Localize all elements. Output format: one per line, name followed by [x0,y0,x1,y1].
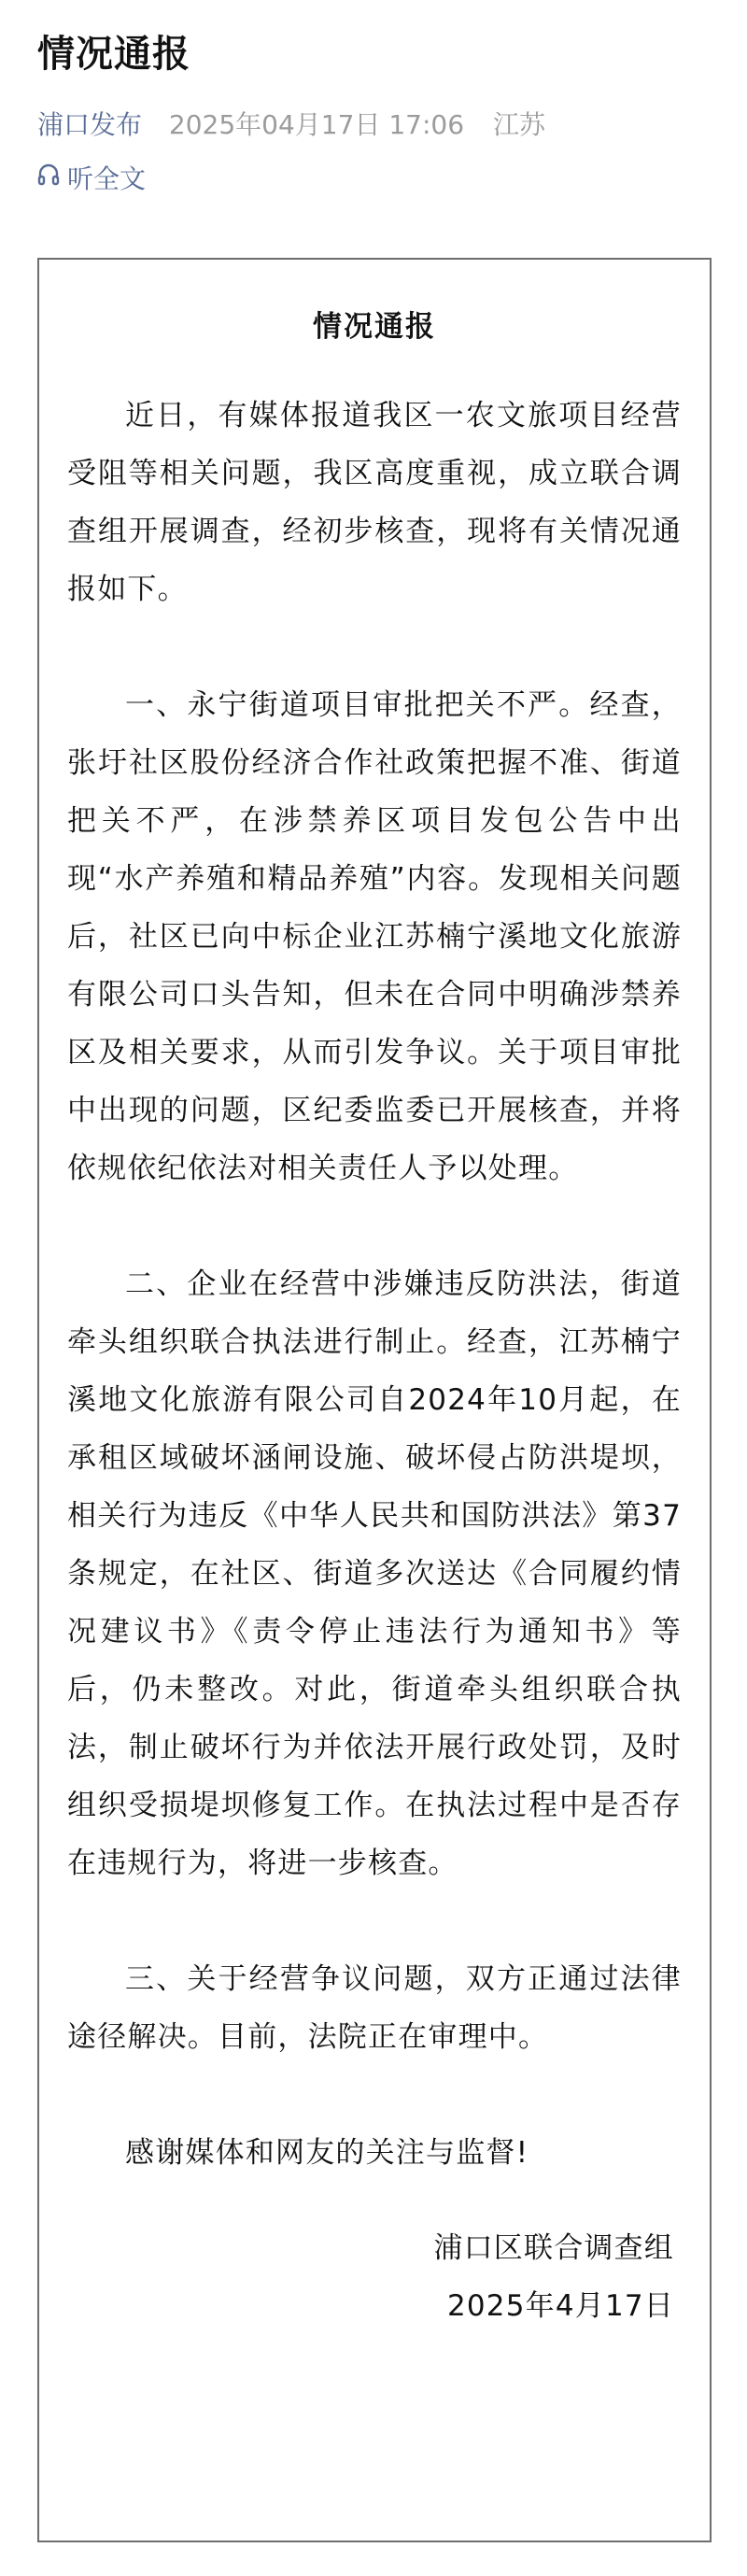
notice-body [67,387,682,2335]
notice-paragraph-2: 二、企业在经营中涉嫌违反防洪法，街道牵头组织联合执法进行制止。经查，江苏楠宁溪地文化旅游有限公司自2024年10月起，在承租区域破坏涵闸设施、破坏侵占防洪堤坝，相关行为违反《中华人民共和国防洪法》第37条规定，在社区、街道多次送达《合同履约情况建议书》《责令停止违法行为通知书》等后，仍未整改。对此，街道牵头组织联合执法，制止破坏行为并依法开展行政处罚，及时组织受损堤坝修复工作。在执法过程中是否存在违规行为，将进一步核查。 [67,1267,682,1880]
notice-paragraph-3: 三、关于经营争议问题，双方正通过法律途径解决。目前，法院正在审理中。 [67,1962,682,2054]
notice-signature: 浦口区联合调查组 [433,2231,674,2265]
notice-thanks: 感谢媒体和网友的关注与监督! [125,2136,529,2170]
article-title: 情况通报 [37,33,190,76]
notice-paragraph-1: 一、永宁街道项目审批把关不严。经查，张圩社区股份经济合作社政策把握不准、街道把关不严，在涉禁养区项目发包公告中出现“水产养殖和精品养殖”内容。发现相关问题后，社区已向中标企业江苏楠宁溪地文化旅游有限公司口头告知，但未在合同中明确涉禁养区及相关要求，从而引发争议。关于项目审批中出现的问题，区纪委监委已开展核查，并将依规依纪依法对相关责任人予以处理。 [67,688,682,1185]
account-name-link[interactable]: 浦口发布 [37,109,143,140]
listen-full-text-button[interactable] [37,159,146,196]
notice-paragraph-intro: 近日，有媒体报道我区一农文旅项目经营受阻等相关问题，我区高度重视，成立联合调查组开展调查，经初步核查，现将有关情况通报如下。 [67,399,682,606]
notice-document-image [37,258,712,2542]
listen-label: 听全文 [67,163,147,194]
notice-date: 2025年4月17日 [446,2289,674,2323]
publish-location: 江苏 [492,109,545,140]
article-meta [37,105,545,142]
notice-title: 情况通报 [313,310,436,344]
headphones-icon [37,163,67,193]
publish-datetime: 2025年04月17日 17:06 [168,109,465,140]
